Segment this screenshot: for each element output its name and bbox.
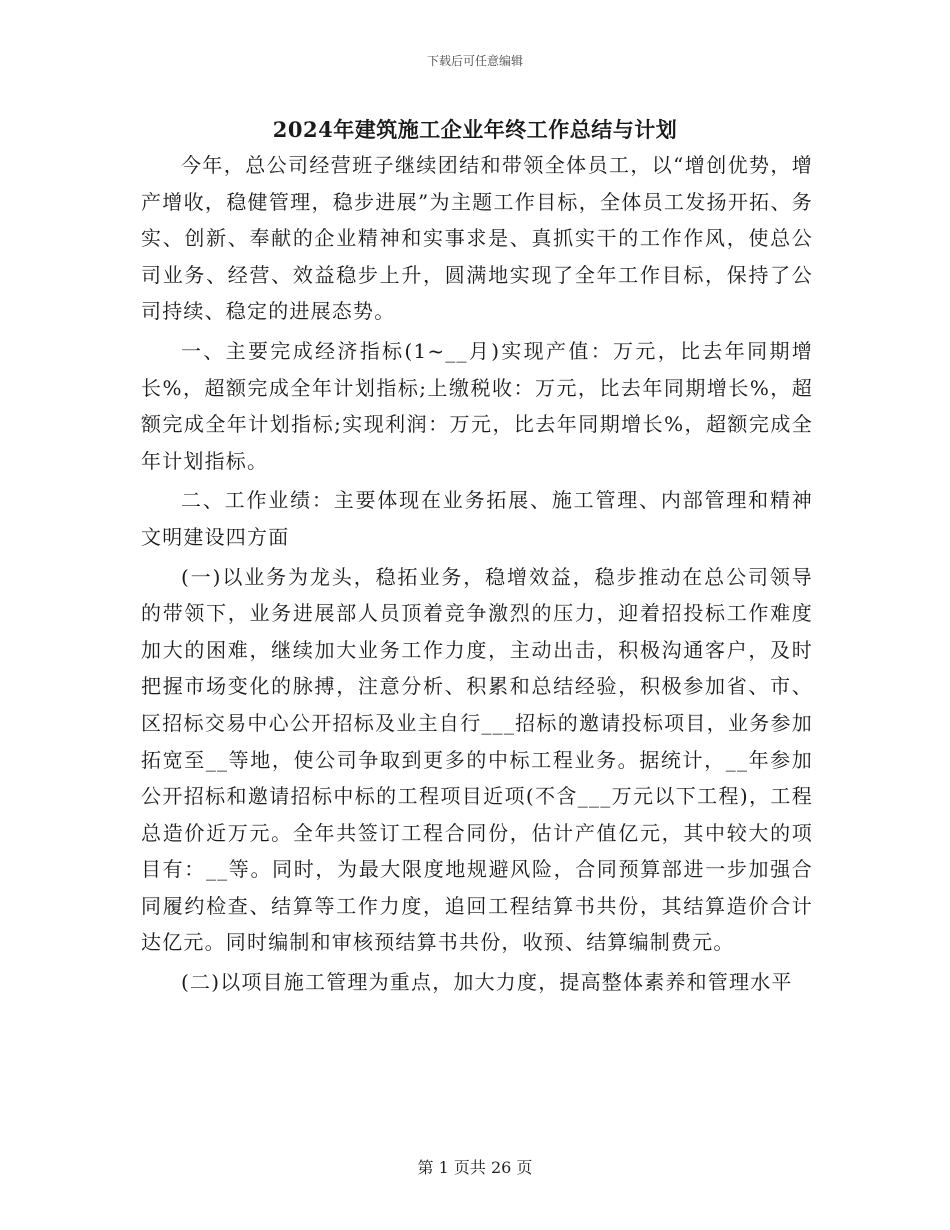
page-number: 第 1 页共 26 页 — [417, 1158, 533, 1177]
body-paragraph: (二)以项目施工管理为重点，加大力度，提高整体素养和管理水平 — [181, 970, 793, 995]
body-paragraph: (一)以业务为龙头，稳拓业务，稳增效益，稳步推动在总公司领导的带领下，业务进展部人员顶着竞争激烈的压力，迎着招投标工作难度加大的困难，继续加大业务工作力度，主动出击，积极沟通客户，及时把握市场变化的脉搏，注意分析、积累和总结经验，积极参加省、市、区招标交易中心公开招标及业主自行___招标的邀请投标项目，业务参加拓宽至__等地，使公司争取到更多的中标工程业务。据统计，__年参加公开招标和邀请招标中标的工程项目近项(不含___万元以下工程)，工程总造价近万元。全年共签订工程合同份，估计产值亿元，其中较大的项目有：__等。同时，为最大限度地规避风险，合同预算部进一步加强合同履约检查、结算等工作力度，追回工程结算书共份，其结算造价合计达亿元。同时编制和审核预结算书共份，收预、结算编制费元。 — [141, 564, 813, 955]
body-paragraph: 一、主要完成经济指标(1~__月)实现产值：万元，比去年同期增长%，超额完成全年计划指标;上缴税收：万元，比去年同期增长%，超额完成全年计划指标;实现利润：万元，比去年同期增长%，超额完成全年计划指标。 — [141, 338, 813, 473]
document-title: 2024年建筑施工企业年终工作总结与计划 — [272, 117, 678, 142]
body-paragraph: 今年，总公司经营班子继续团结和带领全体员工，以“增创优势，增产增收，稳健管理，稳步进展”为主题工作目标，全体员工发扬开拓、务实、创新、奉献的企业精神和实事求是、真抓实干的工作作风，使总公司业务、经营、效益稳步上升，圆满地实现了全年工作目标，保持了公司持续、稳定的进展态势。 — [141, 153, 813, 324]
body-paragraph: 二、工作业绩：主要体现在业务拓展、施工管理、内部管理和精神文明建设四方面 — [141, 488, 813, 549]
document-body — [141, 147, 813, 1004]
page-header-note: 下载后可任意编辑 — [426, 54, 523, 68]
